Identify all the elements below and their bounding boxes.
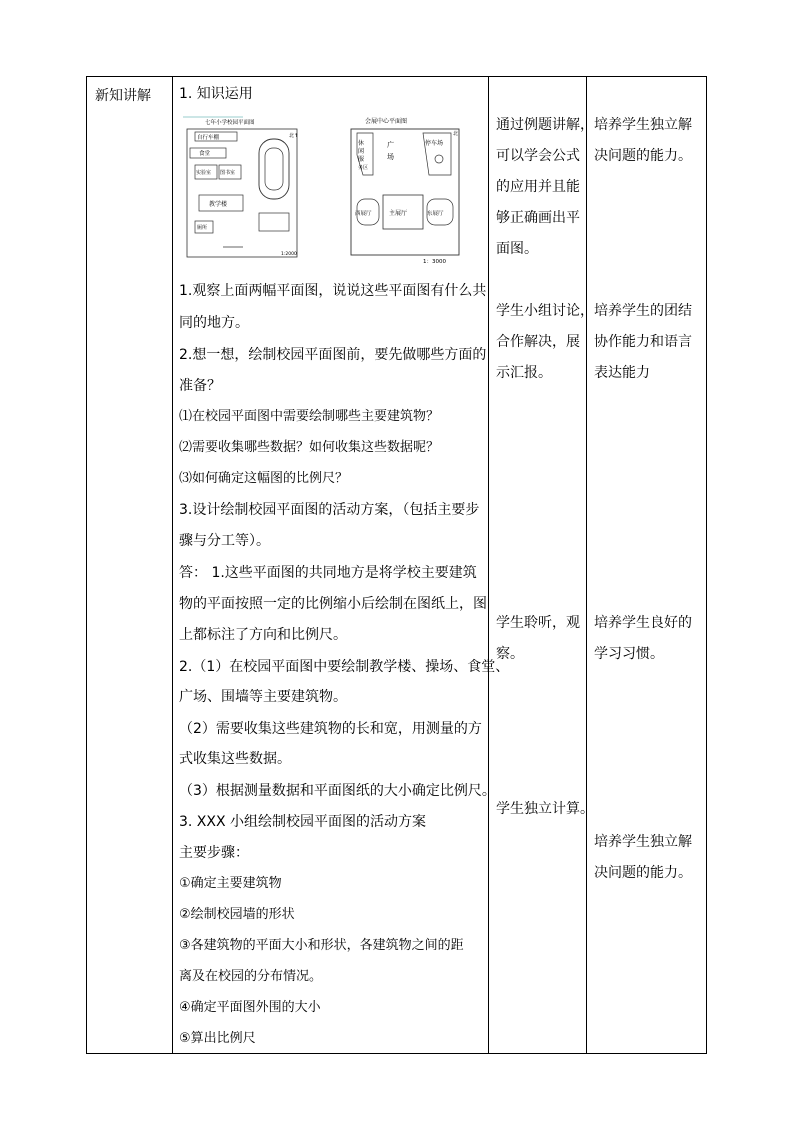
intent-b-line-3: 表达能力 [594,365,650,381]
figure2-label-parking: 停车场 [425,140,444,147]
sub-question-1: ⑴在校园平面图中需要绘制哪些主要建筑物？ [179,409,440,424]
activity-a-line-4: 够正确画出平 [496,210,580,226]
intent-c-line-1: 培养学生良好的 [594,615,692,631]
question-3-line-1: 3.设计绘制校园平面图的活动方案，（包括主要步 [179,502,480,518]
intent-b-line-2: 协作能力和语言 [594,334,692,350]
figure2-label-square: 广 [387,141,394,149]
section-title: 1. 知识运用 [179,86,253,102]
figure2-title: 会展中心平面图 [365,118,408,125]
answer-2-line-5: （3）根据测量数据和平面图纸的大小确定比例尺。 [179,783,496,799]
step-1: ①确定主要建筑物 [179,876,282,891]
activity-a-line-2: 可以学会公式 [496,148,580,164]
question-2-line-2: 准备？ [179,378,221,394]
lesson-table [86,76,707,1054]
figure2-label-main: 主展厅 [389,210,408,217]
question-1-line-2: 同的地方。 [179,315,249,331]
steps-title: 主要步骤： [179,845,249,861]
svg-text:服: 服 [358,156,365,163]
answer-1-line-2: 物的平面按照一定的比例缩小后绘制在图纸上，图 [179,596,487,612]
intent-b-line-1: 培养学生的团结 [594,303,692,319]
figure1-label-teaching: 教学楼 [209,201,228,208]
north-arrow-icon: 北↑ [289,133,299,139]
figure1-label-toilet: 厕所 [197,225,208,231]
school-plan-figure [183,115,305,265]
step-4: ④确定平面图外围的大小 [179,1000,321,1015]
figure1-label-bikeshed: 自行车棚 [197,135,220,141]
question-2-line-1: 2.想一想，绘制校园平面图前，要先做哪些方面的 [179,347,487,363]
figure2-label-east: 东展厅 [427,211,444,217]
activity-a-line-1: 通过例题讲解， [496,117,594,133]
answer-2-line-4: 式收集这些数据。 [179,751,291,767]
activity-b-line-1: 学生小组讨论， [496,303,594,319]
figure1-label-library: 图书室 [220,170,236,176]
figure2-label-leisure: 休 [358,140,365,147]
activity-b-line-2: 合作解决，展 [496,334,580,350]
activity-a-line-3: 的应用并且能 [496,179,580,195]
svg-text:务区: 务区 [358,165,369,171]
question-3-line-2: 骤与分工等）。 [179,533,270,549]
intent-a-line-1: 培养学生独立解 [594,117,692,133]
answer-2-line-2: 广场、围墙等主要建筑物。 [179,689,347,705]
north-arrow-icon: 北 [453,131,459,137]
activity-c-line-1: 学生聆听，观 [496,615,580,631]
intent-d-line-2: 决问题的能力。 [594,865,692,881]
answer-2-line-3: （2）需要收集这些建筑物的长和宽，用测量的方 [179,721,482,737]
column-divider [488,77,489,1053]
answer-2-line-1: 2.（1）在校园平面图中要绘制教学楼、操场、食堂、 [179,659,510,675]
figure1-label-lab: 实验室 [196,170,212,176]
answer-1-line-1: 答： 1.这些平面图的共同地方是将学校主要建筑 [179,565,477,581]
step-3-line-1: ③各建筑物的平面大小和形状，各建筑物之间的距 [179,938,464,953]
sub-question-2: ⑵需要收集哪些数据？如何收集这些数据呢？ [179,440,440,455]
intent-a-line-2: 决问题的能力。 [594,148,692,164]
svg-text:场: 场 [387,153,394,161]
activity-a-line-5: 面图。 [496,241,538,257]
step-3-line-2: 离及在校园的分布情况。 [179,969,323,984]
figure2-scale: 1：3000 [423,259,446,265]
intent-c-line-2: 学习习惯。 [594,646,664,662]
answer-1-line-3: 上都标注了方向和比例尺。 [179,627,347,643]
question-1-line-1: 1.观察上面两幅平面图，说说这些平面图有什么共 [179,283,487,299]
column-divider [586,77,587,1053]
column-divider [172,77,173,1053]
row-label: 新知讲解 [95,88,151,104]
figure2-label-west: 西展厅 [355,211,372,217]
activity-d-line-1: 学生独立计算。 [496,801,594,817]
figure1-label-canteen: 食堂 [199,151,211,157]
answer-3-title: 3. XXX 小组绘制校园平面图的活动方案 [179,814,427,830]
activity-b-line-3: 示汇报。 [496,365,552,381]
sub-question-3: ⑶如何确定这幅图的比例尺？ [179,471,349,486]
figure1-scale: 1:2000 [281,252,297,257]
svg-text:闲: 闲 [358,148,365,155]
step-5: ⑤算出比例尺 [179,1031,256,1046]
exhibition-plan-figure [343,115,473,269]
figure1-title: 七年小学校园平面图 [205,120,255,126]
intent-d-line-1: 培养学生独立解 [594,834,692,850]
activity-c-line-2: 察。 [496,646,524,662]
step-2: ②绘制校园墙的形状 [179,907,295,922]
